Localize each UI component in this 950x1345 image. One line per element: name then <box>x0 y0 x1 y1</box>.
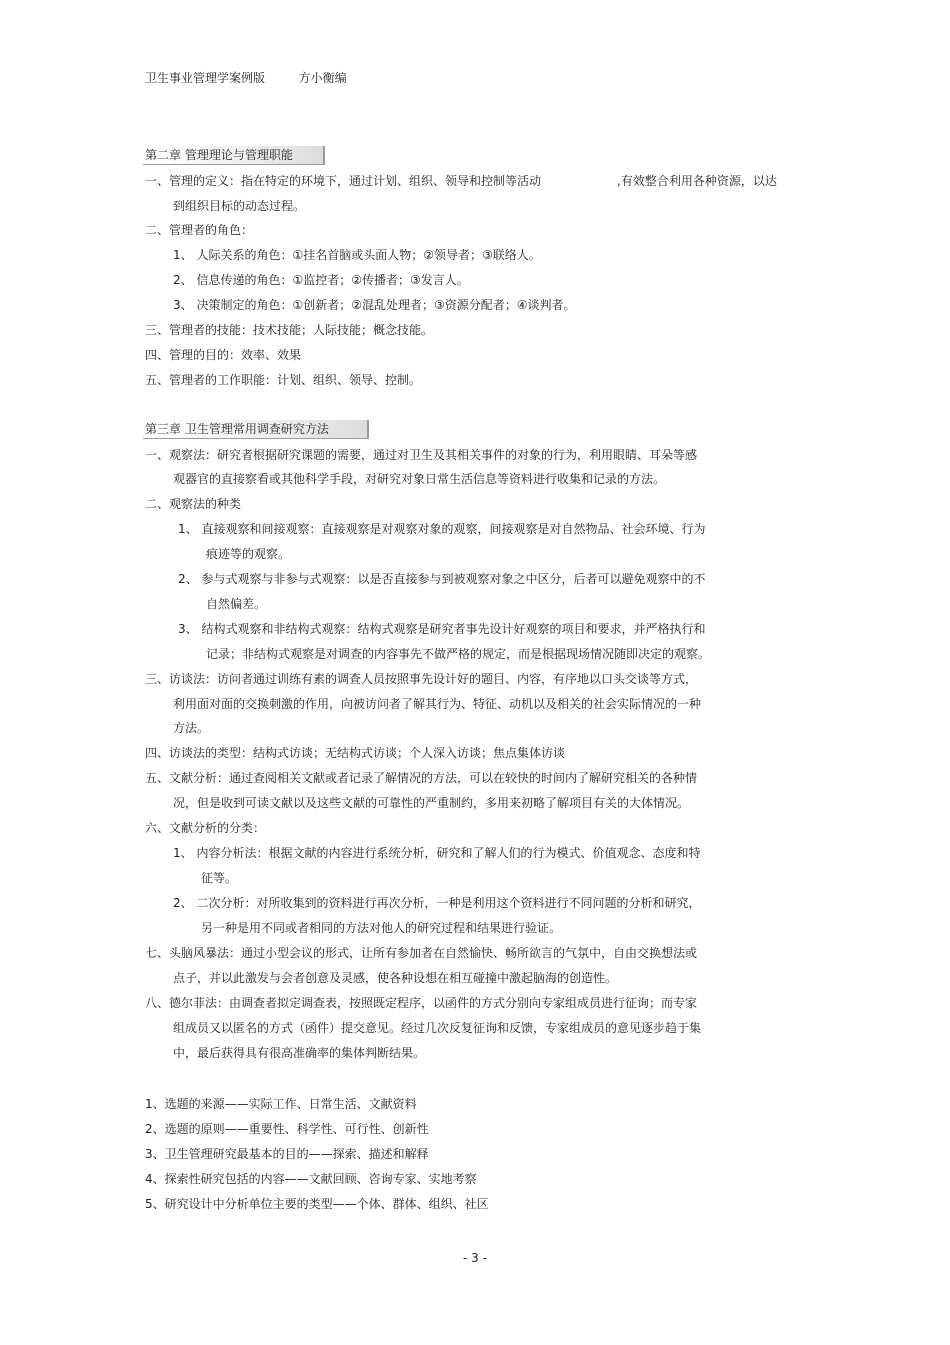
ch3-line: 四、访谈法的类型：结构式访谈；无结构式访谈；个人深入访谈；焦点集体访谈 <box>145 746 566 760</box>
ch2-line: 二、管理者的角色： <box>145 223 254 237</box>
ch3-line: 方法。 <box>173 721 210 735</box>
book-author: 方小衡编 <box>298 71 347 85</box>
ch3-line: 另一种是用不同或者相同的方法对他人的研究过程和结果进行验证。 <box>201 921 562 935</box>
ch3-line: 三、访谈法：访问者通过训练有素的调查人员按照事先设计好的题目、内容，有序地以口头交谈等方式， <box>145 672 698 686</box>
chapter-3-heading: 第三章 卫生管理常用调查研究方法 <box>143 420 369 439</box>
ch3-line: 痕迹等的观察。 <box>206 547 291 561</box>
ch3-line: 记录；非结构式观察是对调查的内容事先不做严格的规定，而是根据现场情况随即决定的观察。 <box>206 647 711 661</box>
summary-item: 4、探索性研究包括的内容——文献回顾、咨询专家、实地考察 <box>145 1172 477 1186</box>
ch2-line: 2、 信息传递的角色：①监控者；②传播者；③发言人。 <box>173 273 469 287</box>
ch2-line: ,有效整合利用各种资源，以达 <box>617 174 777 188</box>
page-header <box>145 70 347 86</box>
ch3-line: 中，最后获得具有很高准确率的集体判断结果。 <box>173 1046 426 1060</box>
ch3-line: 自然偏差。 <box>206 597 267 611</box>
ch2-line: 五、管理者的工作职能：计划、组织、领导、控制。 <box>145 373 422 387</box>
ch3-line: 组成员又以匿名的方式（函件）提交意见。经过几次反复征询和反馈，专家组成员的意见逐步趋于集 <box>173 1021 702 1035</box>
ch3-line: 3、 结构式观察和非结构式观察：结构式观察是研究者事先设计好观察的项目和要求，并严格执行和 <box>178 622 706 636</box>
ch3-line: 一、观察法：研究者根据研究课题的需要，通过对卫生及其相关事件的对象的行为，利用眼睛、耳朵等感 <box>145 448 698 462</box>
ch3-line: 五、文献分析：通过查阅相关文献或者记录了解情况的方法，可以在较快的时间内了解研究相关的各种情 <box>145 771 698 785</box>
ch2-line: 一、管理的定义：指在特定的环境下，通过计划、组织、领导和控制等活动 <box>145 174 542 188</box>
ch3-line: 利用面对面的交换刺激的作用，向被访问者了解其行为、特征、动机以及相关的社会实际情况的一种 <box>173 697 702 711</box>
summary-item: 5、研究设计中分析单位主要的类型——个体、群体、组织、社区 <box>145 1197 489 1211</box>
summary-item: 3、卫生管理研究最基本的目的——探索、描述和解释 <box>145 1147 429 1161</box>
ch2-line: 三、管理者的技能：技术技能；人际技能；概念技能。 <box>145 323 434 337</box>
ch3-line: 六、文献分析的分类： <box>145 821 266 835</box>
ch3-line: 2、 二次分析：对所收集到的资料进行再次分析，一种是利用这个资料进行不同问题的分析和研究， <box>173 896 701 910</box>
page-number: - 3 - <box>463 1251 487 1265</box>
ch3-line: 八、德尔菲法：由调查者拟定调查表，按照既定程序，以函件的方式分别向专家组成员进行征询；而专家 <box>145 996 698 1010</box>
summary-item: 2、选题的原则——重要性、科学性、可行性、创新性 <box>145 1122 429 1136</box>
chapter-2-heading: 第二章 管理理论与管理职能 <box>143 146 325 165</box>
ch3-line: 观器官的直接察看或其他科学手段，对研究对象日常生活信息等资料进行收集和记录的方法。 <box>173 472 666 486</box>
ch3-line: 1、 直接观察和间接观察：直接观察是对观察对象的观察，间接观察是对自然物品、社会环境、行为 <box>178 522 706 536</box>
book-title: 卫生事业管理学案例版 <box>145 71 266 85</box>
ch3-line: 况，但是收到可读文献以及这些文献的可靠性的严重制约，多用来初略了解项目有关的大体情况。 <box>173 796 690 810</box>
ch2-line: 3、 决策制定的角色：①创新者；②混乱处理者；③资源分配者；④谈判者。 <box>173 298 576 312</box>
ch3-line: 2、 参与式观察与非参与式观察：以是否直接参与到被观察对象之中区分，后者可以避免观察中的不 <box>178 572 706 586</box>
ch3-line: 二、观察法的种类 <box>145 497 242 511</box>
ch2-line: 到组织目标的动态过程。 <box>173 199 306 213</box>
ch3-line: 点子，并以此激发与会者创意及灵感，使各种设想在相互碰撞中激起脑海的创造性。 <box>173 971 618 985</box>
ch3-line: 征等。 <box>201 871 238 885</box>
ch3-line: 1、 内容分析法：根据文献的内容进行系统分析，研究和了解人们的行为模式、价值观念、态度和特 <box>173 846 701 860</box>
summary-item: 1、选题的来源——实际工作、日常生活、文献资料 <box>145 1097 417 1111</box>
ch3-line: 七、头脑风暴法：通过小型会议的形式，让所有参加者在自然愉快、畅所欲言的气氛中，自由交换想法或 <box>145 946 698 960</box>
ch2-line: 四、管理的目的：效率、效果 <box>145 348 302 362</box>
ch2-line: 1、 人际关系的角色：①挂名首脑或头面人物；②领导者；③联络人。 <box>173 248 541 262</box>
